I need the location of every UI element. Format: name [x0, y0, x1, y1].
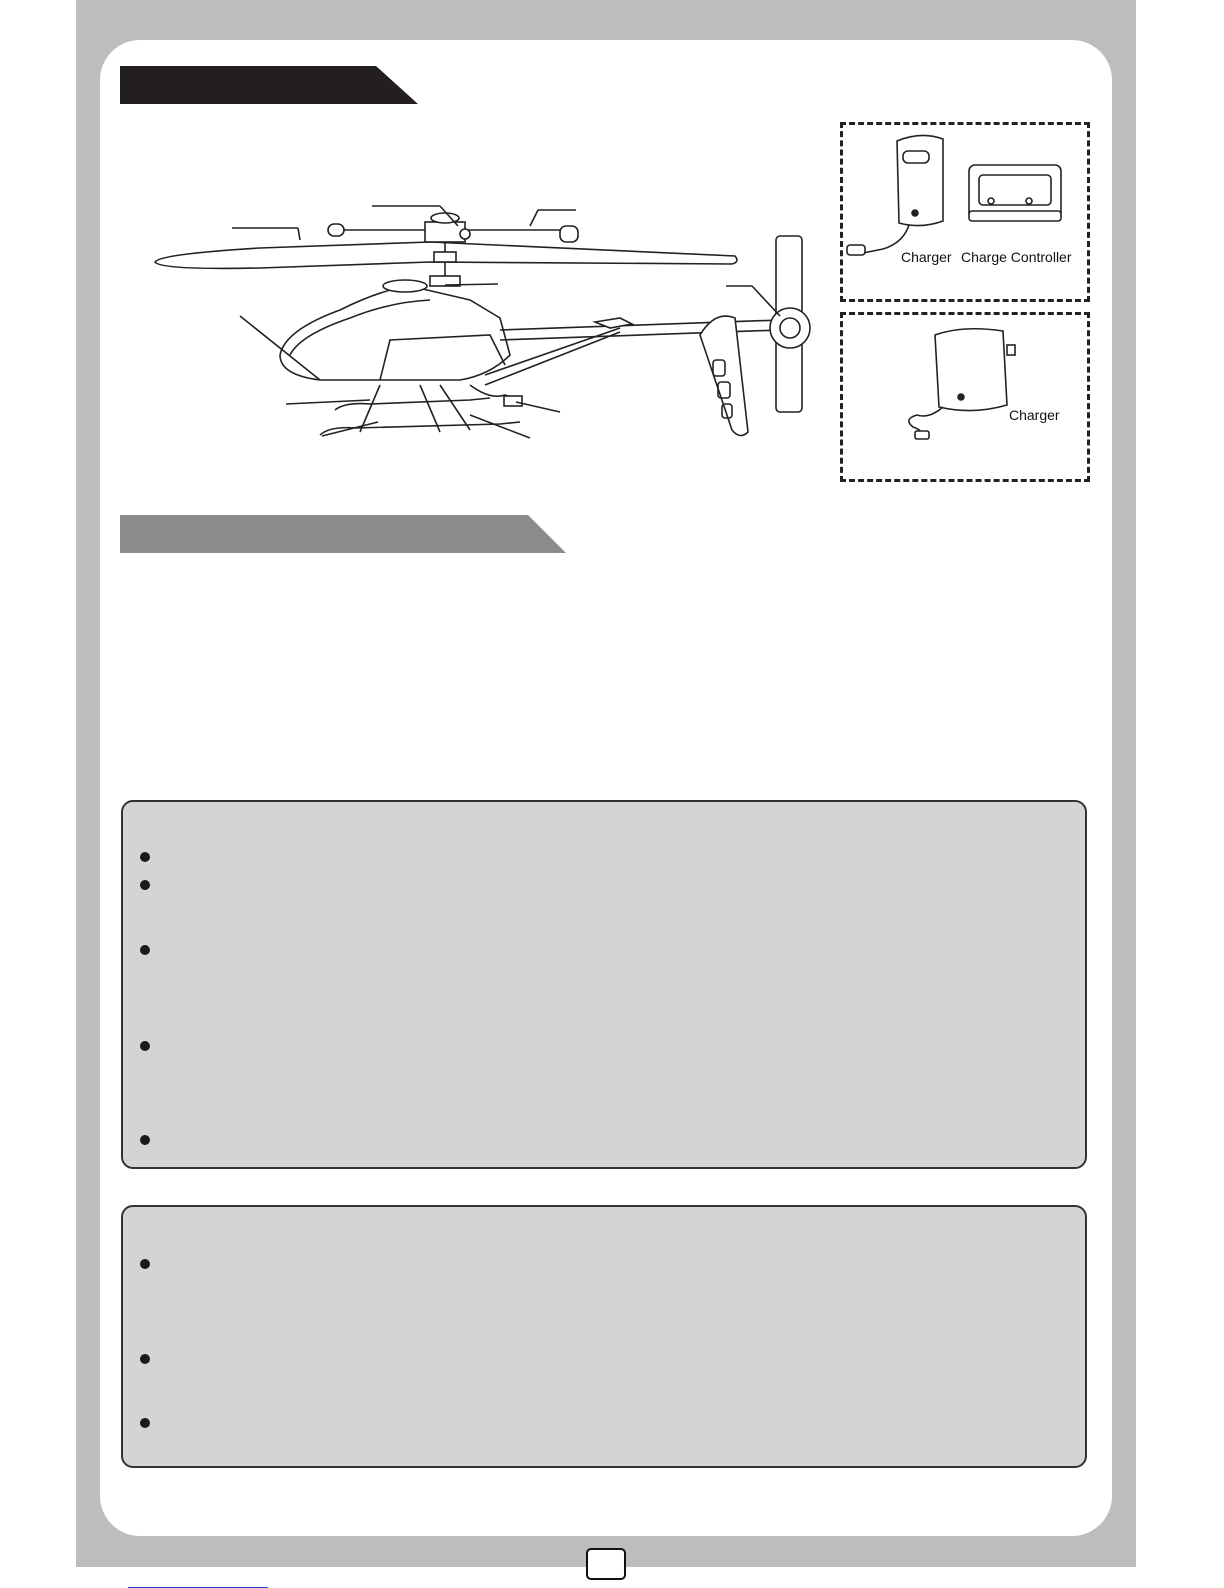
- charger-caption: Charger: [901, 249, 952, 265]
- charge-controller-caption: Charge Controller: [961, 249, 1072, 265]
- bullet-1-2: [140, 880, 150, 890]
- section-banner-parts: [120, 66, 420, 106]
- helicopter-diagram: [140, 190, 840, 460]
- page-number-box: [586, 1548, 626, 1580]
- section-banner-preparation: [120, 515, 570, 555]
- bullet-1-3: [140, 945, 150, 955]
- bullet-2-2: [140, 1354, 150, 1364]
- bullet-1-5: [140, 1135, 150, 1145]
- bullet-1-1: [140, 852, 150, 862]
- note-box-1: [121, 800, 1087, 1169]
- accessory-box-usb-charger: [840, 312, 1090, 482]
- wall-charger-icon: [847, 135, 943, 255]
- accessory-box-charger-controller: [840, 122, 1090, 302]
- charge-controller-icon: [969, 165, 1061, 221]
- bullet-1-4: [140, 1041, 150, 1051]
- bullet-2-3: [140, 1418, 150, 1428]
- note-box-2: [121, 1205, 1087, 1468]
- charger-caption-2: Charger: [1009, 407, 1060, 423]
- usb-charger-icon: [909, 329, 1015, 439]
- bullet-2-1: [140, 1259, 150, 1269]
